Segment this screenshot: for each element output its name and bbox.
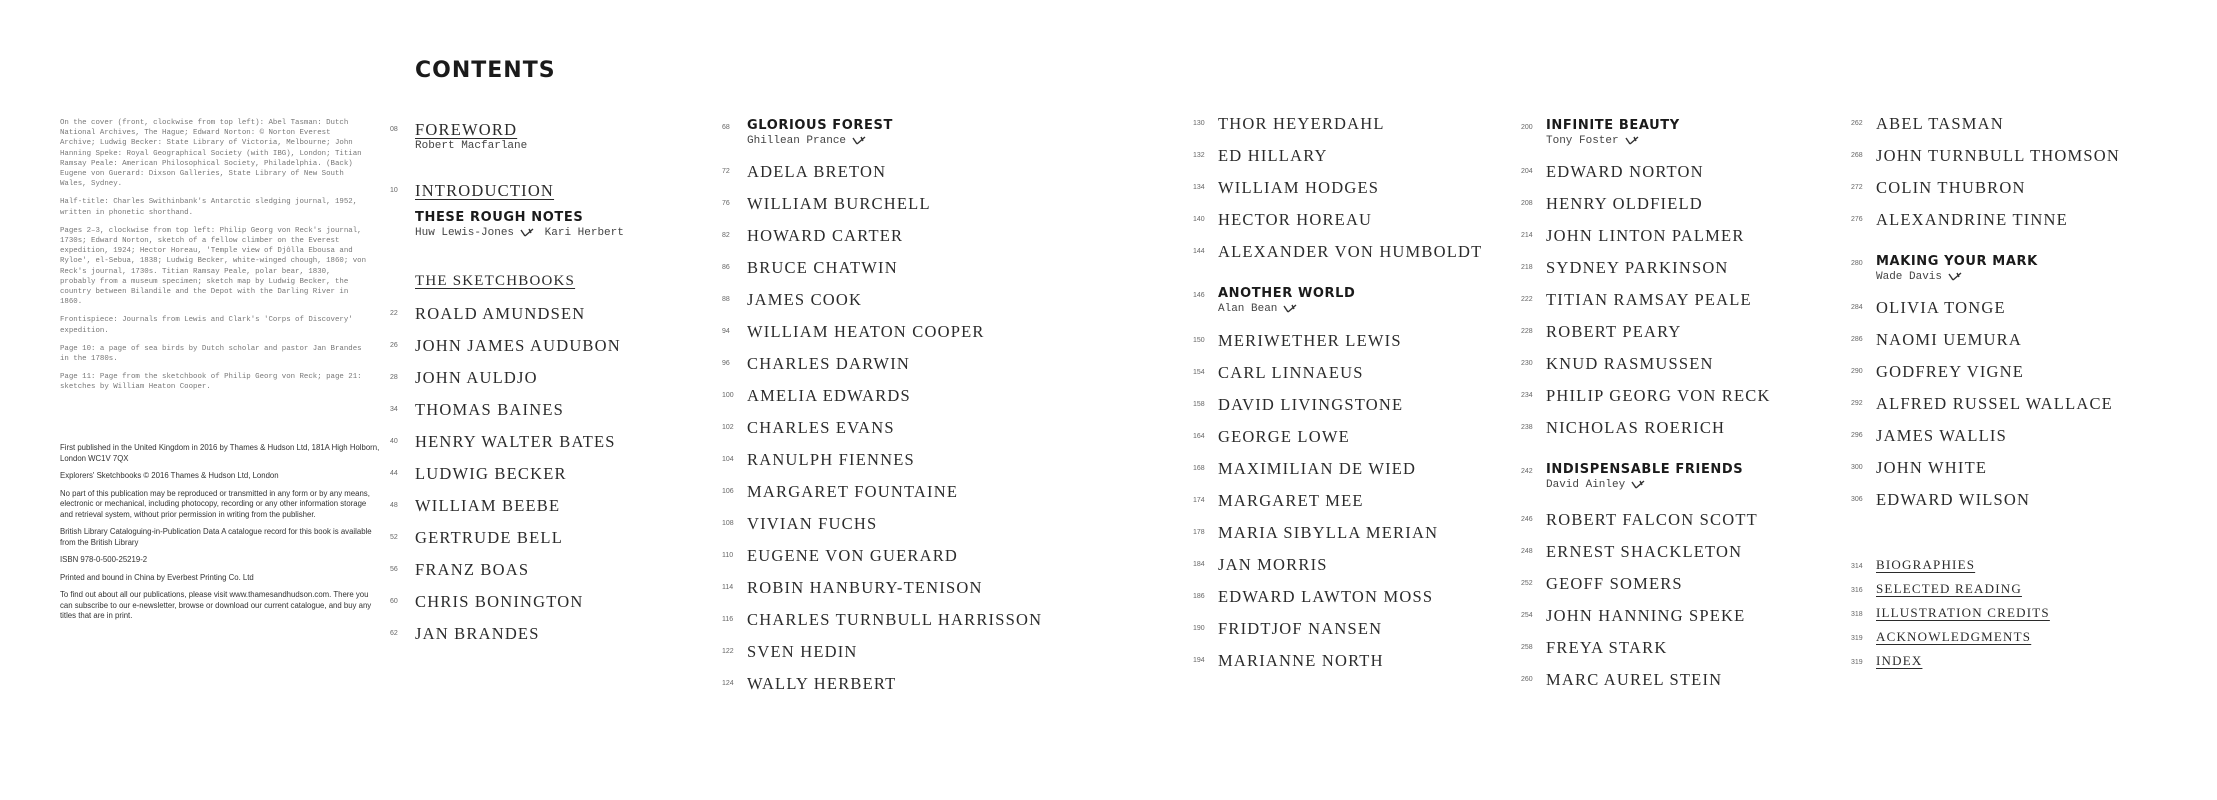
page-number: 96: [722, 360, 730, 367]
page-number: 140: [1193, 216, 1205, 223]
entry-name: PHILIP GEORG VON RECK: [1546, 386, 1771, 405]
pen-mark-icon: [1948, 272, 1962, 281]
page-number: 76: [722, 200, 730, 207]
publisher-paragraph: First published in the United Kingdom in 2016 by Thames & Hudson Ltd, 181A High Holborn, London WC1V 7QX: [60, 443, 380, 463]
page-number: 86: [722, 264, 730, 271]
entry-name: MARIA SIBYLLA MERIAN: [1218, 523, 1439, 542]
publisher-paragraph: To find out about all our publications, please visit www.thamesandhudson.com. There you can subscribe to our e-newsletter, browse or download our current catalogue, and buy any titles that are in print.: [60, 590, 372, 620]
credit-paragraph: Frontispiece: Journals from Lewis and Clark's 'Corps of Discovery' expedition.: [60, 316, 353, 335]
entry-name: COLIN THUBRON: [1876, 178, 2026, 197]
page-number: 48: [390, 502, 398, 509]
entry-name: ROALD AMUNDSEN: [415, 304, 586, 323]
page-number: 52: [390, 534, 398, 541]
page-number: 168: [1193, 465, 1205, 472]
entry-name: FRANZ BOAS: [415, 560, 530, 579]
page-number: 276: [1851, 216, 1863, 223]
entry-name: CHARLES TURNBULL HARRISSON: [747, 610, 1043, 629]
entry-name: ABEL TASMAN: [1876, 114, 2004, 133]
entry-name: NICHOLAS ROERICH: [1546, 418, 1726, 437]
page-number: 144: [1193, 248, 1205, 255]
essay-author-line: [1218, 303, 1297, 315]
page-number: 194: [1193, 657, 1205, 664]
essay-author: Ghillean Prance: [747, 135, 847, 147]
entry-name: JAMES COOK: [747, 290, 863, 309]
entry-name: EDWARD NORTON: [1546, 162, 1704, 181]
entry-name: FREYA STARK: [1546, 638, 1668, 657]
page-number: 108: [722, 520, 734, 527]
entry-name: CHRIS BONINGTON: [415, 592, 584, 611]
entry-name: MARGARET MEE: [1218, 491, 1364, 510]
page-number: 88: [722, 296, 730, 303]
page-number: 234: [1521, 392, 1533, 399]
essay-title: MAKING YOUR MARK: [1876, 254, 2038, 269]
page-number: 316: [1851, 587, 1863, 594]
page-number: 106: [722, 488, 734, 495]
page-number: 104: [722, 456, 734, 463]
page-number: 286: [1851, 336, 1863, 343]
page-number: 146: [1193, 292, 1205, 299]
section-title: FOREWORD: [415, 120, 518, 139]
page-number: 252: [1521, 580, 1533, 587]
page-number: 190: [1193, 625, 1205, 632]
entry-name: SVEN HEDIN: [747, 642, 858, 661]
entry-name: JOHN HANNING SPEKE: [1546, 606, 1746, 625]
page-number: 114: [722, 584, 734, 591]
page-number: 110: [722, 552, 734, 559]
page-number: 116: [722, 616, 734, 623]
entry-name: NAOMI UEMURA: [1876, 330, 2022, 349]
entry-name: WILLIAM BURCHELL: [747, 194, 931, 213]
entry-name: JOHN JAMES AUDUBON: [415, 336, 621, 355]
entry-name: EDWARD LAWTON MOSS: [1218, 587, 1434, 606]
page-number: 300: [1851, 464, 1863, 471]
essay-title: THESE ROUGH NOTES: [415, 210, 584, 225]
entry-name: ACKNOWLEDGMENTS: [1876, 629, 2032, 644]
page-number: 40: [390, 438, 398, 445]
page-number: 222: [1521, 296, 1533, 303]
entry-name: HECTOR HOREAU: [1218, 210, 1373, 229]
entry-name: GEORGE LOWE: [1218, 427, 1350, 446]
publisher-info: [60, 443, 380, 629]
publisher-paragraph: British Library Cataloguing-in-Publication Data A catalogue record for this book is available from the British Library: [60, 527, 372, 547]
page-number: 72: [722, 168, 730, 175]
credit-paragraph: Half-title: Charles Swithinbank's Antarctic sledging journal, 1952, written in phonetic shorthand.: [60, 198, 358, 217]
pen-mark-icon: [852, 136, 866, 145]
entry-name: ALEXANDER VON HUMBOLDT: [1218, 242, 1483, 261]
entry-name: MARC AUREL STEIN: [1546, 670, 1723, 689]
entry-name: CHARLES DARWIN: [747, 354, 911, 373]
essay-title: INFINITE BEAUTY: [1546, 118, 1680, 133]
page-number: 254: [1521, 612, 1533, 619]
entry-name: WALLY HERBERT: [747, 674, 897, 693]
entry-name: OLIVIA TONGE: [1876, 298, 2006, 317]
entry-name: TITIAN RAMSAY PEALE: [1546, 290, 1752, 309]
section-title: THE SKETCHBOOKS: [415, 273, 576, 289]
publisher-paragraph: Explorers' Sketchbooks © 2016 Thames & Hudson Ltd, London: [60, 471, 279, 480]
entry-name: ED HILLARY: [1218, 146, 1328, 165]
page-number: 34: [390, 406, 398, 413]
entry-name: ALFRED RUSSEL WALLACE: [1876, 394, 2113, 413]
page-number: 318: [1851, 611, 1863, 618]
entry-name: THOMAS BAINES: [415, 400, 564, 419]
entry-name: WILLIAM HODGES: [1218, 178, 1380, 197]
page-number: 60: [390, 598, 398, 605]
pen-mark-icon: [1283, 304, 1297, 313]
page-number: 262: [1851, 120, 1863, 127]
entry-name: MERIWETHER LEWIS: [1218, 331, 1402, 350]
page-number: 122: [722, 648, 734, 655]
page-number: 184: [1193, 561, 1205, 568]
entry-name: JOHN WHITE: [1876, 458, 1988, 477]
essay-author: Huw Lewis-Jones: [415, 227, 515, 239]
page-number: 178: [1193, 529, 1205, 536]
page-number: 82: [722, 232, 730, 239]
entry-name: HOWARD CARTER: [747, 226, 904, 245]
entry-name: MAXIMILIAN DE WIED: [1218, 459, 1417, 478]
essay-author: Alan Bean: [1218, 303, 1278, 315]
page-title: CONTENTS: [415, 58, 556, 83]
essay-author: Wade Davis: [1876, 271, 1943, 283]
essay-author: David Ainley: [1546, 479, 1626, 491]
page-number: 230: [1521, 360, 1533, 367]
entry-name: ALEXANDRINE TINNE: [1876, 210, 2068, 229]
entry-name: FRIDTJOF NANSEN: [1218, 619, 1383, 638]
essay-title: INDISPENSABLE FRIENDS: [1546, 462, 1744, 477]
essay-author-line: [1876, 271, 1962, 283]
page-number: 124: [722, 680, 734, 687]
page-number: 10: [390, 187, 398, 194]
page-number: 132: [1193, 152, 1205, 159]
entry-name: BRUCE CHATWIN: [747, 258, 898, 277]
entry-name: CARL LINNAEUS: [1218, 363, 1364, 382]
credit-paragraph: On the cover (front, clockwise from top left): Abel Tasman: Dutch National Archives, The Hague; Edward Norton: © Norton Everest Archive; Ludwig Becker: State Library of Victoria, Melbourne; John Hanning Speke: Royal Geographical Society (with IBG), London; Titian Ramsay Peale: American Philosophical Society, Philadelphia. (Back) Eugene von Guerard: Dixson Galleries, State Library of New South Wales, Sydney.: [60, 119, 362, 189]
entry-name: WILLIAM BEEBE: [415, 496, 561, 515]
entry-name: VIVIAN FUCHS: [747, 514, 878, 533]
essay-author: Tony Foster: [1546, 135, 1619, 147]
essay-authors: [415, 227, 624, 239]
entry-name: JAMES WALLIS: [1876, 426, 2007, 445]
page-number: 228: [1521, 328, 1533, 335]
entry-name: LUDWIG BECKER: [415, 464, 567, 483]
page-number: 204: [1521, 168, 1533, 175]
entry-name: SELECTED READING: [1876, 581, 2022, 596]
entry-name: CHARLES EVANS: [747, 418, 895, 437]
entry-name: JOHN TURNBULL THOMSON: [1876, 146, 2120, 165]
page-number: 290: [1851, 368, 1863, 375]
page-number: 100: [722, 392, 734, 399]
page-number: 280: [1851, 260, 1863, 267]
entry-name: JAN BRANDES: [415, 624, 540, 643]
page-number: 68: [722, 124, 730, 131]
page-number: 150: [1193, 337, 1205, 344]
entry-name: ILLUSTRATION CREDITS: [1876, 605, 2050, 620]
essay-author-line: [1546, 479, 1645, 491]
page-number: 62: [390, 630, 398, 637]
page-number: 130: [1193, 120, 1205, 127]
page-number: 319: [1851, 635, 1863, 642]
entry-name: MARIANNE NORTH: [1218, 651, 1384, 670]
entry-name: GERTRUDE BELL: [415, 528, 563, 547]
page-number: 238: [1521, 424, 1533, 431]
entry-name: INDEX: [1876, 653, 1923, 668]
page-number: 186: [1193, 593, 1205, 600]
page-number: 248: [1521, 548, 1533, 555]
page-number: 22: [390, 310, 398, 317]
entry-name: EDWARD WILSON: [1876, 490, 2031, 509]
entry-name: WILLIAM HEATON COOPER: [747, 322, 985, 341]
page-number: 272: [1851, 184, 1863, 191]
essay-author-line: [747, 135, 866, 147]
page-number: 08: [390, 126, 398, 133]
essay-author-line: [1546, 135, 1639, 147]
page-number: 214: [1521, 232, 1533, 239]
cover-credits: [60, 118, 370, 401]
entry-name: ROBERT PEARY: [1546, 322, 1682, 341]
entry-name: EUGENE VON GUERARD: [747, 546, 959, 565]
pen-mark-icon: [520, 228, 534, 237]
page-number: 134: [1193, 184, 1205, 191]
page-number: 102: [722, 424, 734, 431]
page-number: 208: [1521, 200, 1533, 207]
page-number: 154: [1193, 369, 1205, 376]
page-number: 246: [1521, 516, 1533, 523]
entry-name: ADELA BRETON: [747, 162, 887, 181]
page-number: 314: [1851, 563, 1863, 570]
publisher-paragraph: Printed and bound in China by Everbest Printing Co. Ltd: [60, 572, 254, 582]
publisher-paragraph: No part of this publication may be reproduced or transmitted in any form or by any means, electronic or mechanical, including photocopy, recording or any other information storage and retrieval system, without prior permission in writing from the publisher.: [60, 488, 370, 519]
credit-paragraph: Pages 2–3, clockwise from top left: Philip Georg von Reck's journal, 1730s; Edward Norton, sketch of a fellow climber on the Everest expedition, 1924; Hector Horeau, 'Temple view of Djôlla Ebousa and Ryloe', el-Sebua, 1838; Ludwig Becker, white-winged chough, 1860; von Reck's journal, 1730s. Titian Ramsay Peale, polar bear, 1830, probably from a museum specimen; sketch map by Ludwig Becker, the country between Bilandile and the Depot with the Darling River in 1860.: [60, 226, 367, 307]
page-number: 94: [722, 328, 730, 335]
page-number: 306: [1851, 496, 1863, 503]
page-number: 164: [1193, 433, 1205, 440]
page-number: 268: [1851, 152, 1863, 159]
entry-name: HENRY WALTER BATES: [415, 432, 616, 451]
page-number: 200: [1521, 124, 1533, 131]
entry-name: KNUD RASMUSSEN: [1546, 354, 1714, 373]
entry-name: SYDNEY PARKINSON: [1546, 258, 1729, 277]
entry-name: ROBIN HANBURY-TENISON: [747, 578, 983, 597]
entry-name: ERNEST SHACKLETON: [1546, 542, 1743, 561]
entry-name: ROBERT FALCON SCOTT: [1546, 510, 1758, 529]
entry-name: GODFREY VIGNE: [1876, 362, 2025, 381]
page-number: 296: [1851, 432, 1863, 439]
section-title: INTRODUCTION: [415, 181, 555, 200]
entry-name: AMELIA EDWARDS: [747, 386, 911, 405]
entry-name: RANULPH FIENNES: [747, 450, 915, 469]
pen-mark-icon: [1625, 136, 1639, 145]
essay-title: GLORIOUS FOREST: [747, 118, 893, 133]
entry-name: MARGARET FOUNTAINE: [747, 482, 959, 501]
page-number: 26: [390, 342, 398, 349]
entry-name: THOR HEYERDAHL: [1218, 114, 1385, 133]
page-number: 258: [1521, 644, 1533, 651]
isbn: ISBN 978-0-500-25219-2: [60, 555, 148, 564]
page-number: 242: [1521, 468, 1533, 475]
page-number: 292: [1851, 400, 1863, 407]
page-number: 28: [390, 374, 398, 381]
page-number: 260: [1521, 676, 1533, 683]
entry-name: JOHN AULDJO: [415, 368, 538, 387]
page-number: 218: [1521, 264, 1533, 271]
essay-author: Robert Macfarlane: [415, 140, 528, 152]
entry-name: JAN MORRIS: [1218, 555, 1328, 574]
pen-mark-icon: [1631, 480, 1645, 489]
entry-name: GEOFF SOMERS: [1546, 574, 1683, 593]
page-number: 56: [390, 566, 398, 573]
entry-name: JOHN LINTON PALMER: [1546, 226, 1745, 245]
credit-paragraph: Page 11: Page from the sketchbook of Philip Georg von Reck; page 21: sketches by William Heaton Cooper.: [60, 373, 362, 392]
page-number: 158: [1193, 401, 1205, 408]
page-number: 319: [1851, 659, 1863, 666]
entry-name: BIOGRAPHIES: [1876, 557, 1976, 572]
essay-author: Kari Herbert: [544, 227, 624, 239]
credit-paragraph: Page 10: a page of sea birds by Dutch scholar and pastor Jan Brandes in the 1780s.: [60, 344, 362, 364]
entry-name: HENRY OLDFIELD: [1546, 194, 1703, 213]
page-number: 44: [390, 470, 398, 477]
essay-title: ANOTHER WORLD: [1218, 286, 1356, 301]
page-number: 174: [1193, 497, 1205, 504]
entry-name: DAVID LIVINGSTONE: [1218, 395, 1404, 414]
page-number: 284: [1851, 304, 1863, 311]
